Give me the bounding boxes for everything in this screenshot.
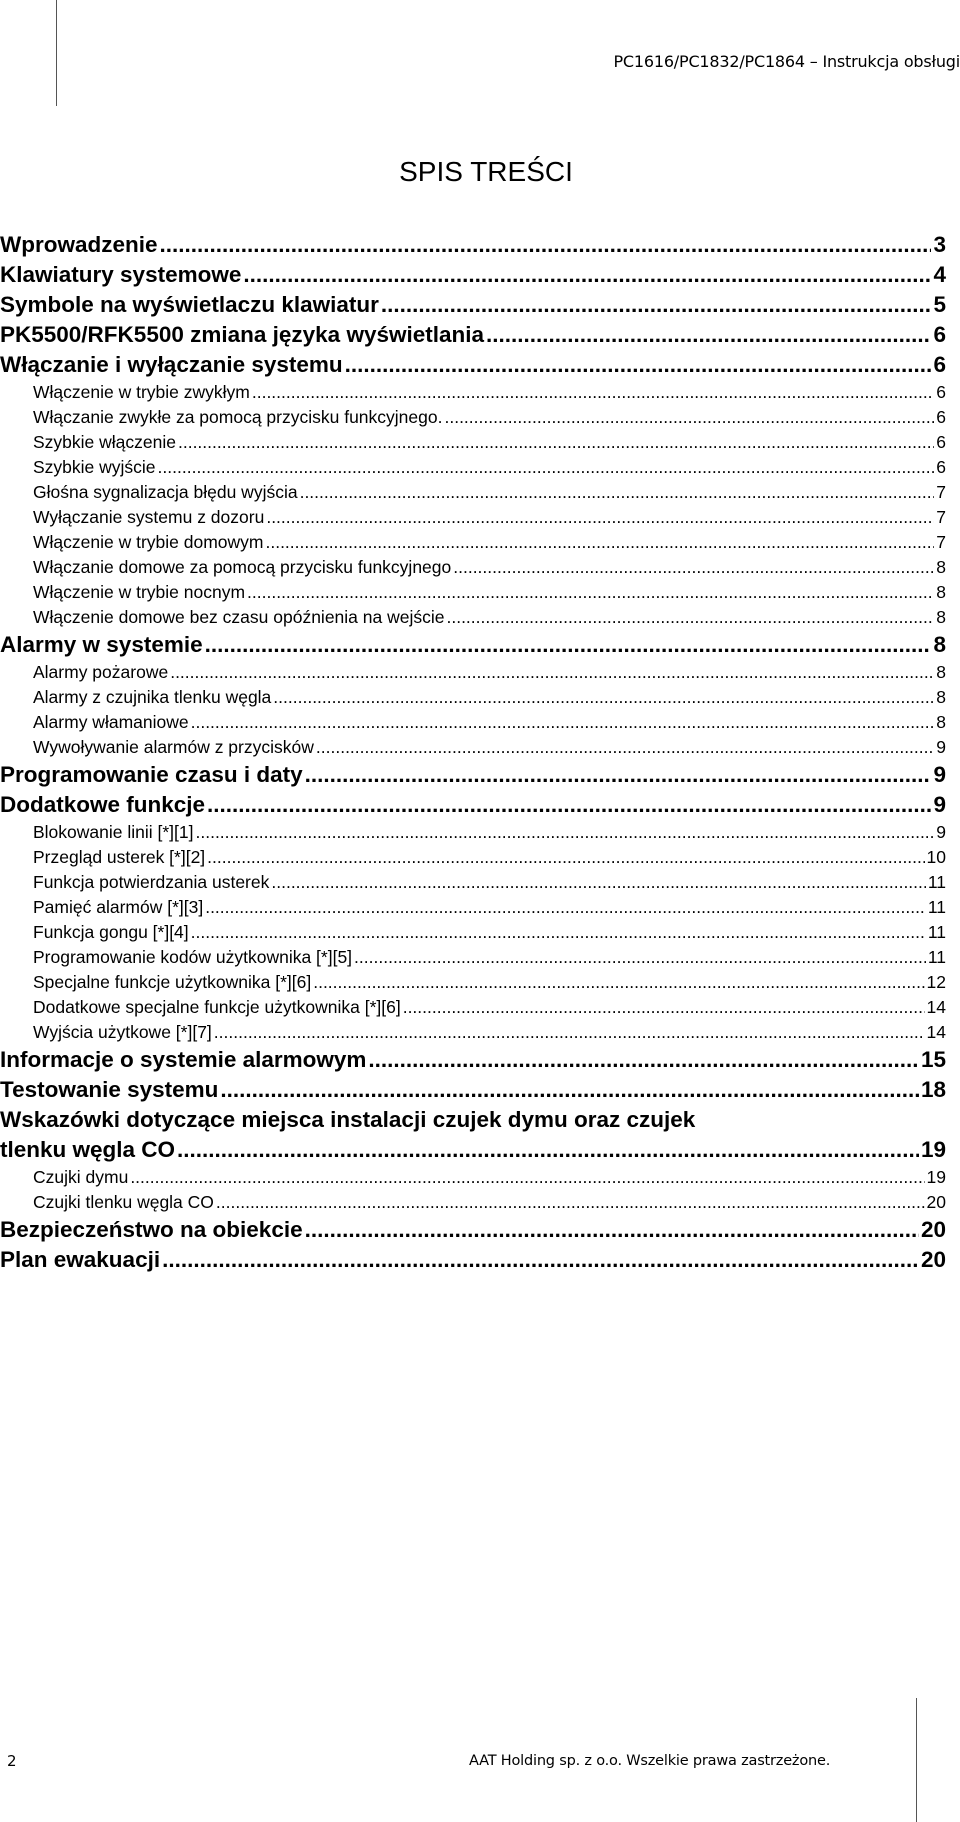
toc-entry-label: Specjalne funkcje użytkownika [*][6] [33,972,312,992]
toc-entry-label: Funkcja gongu [*][4] [33,922,189,942]
toc-entry-label: PK5500/RFK5500 zmiana języka wyświetlania [0,322,485,347]
toc-entry-page: 7 [936,507,946,527]
toc-section-entry[interactable] [0,1165,946,1190]
toc-entry-page: 6 [933,322,946,347]
toc-section-entry[interactable] [0,685,946,710]
toc-leader-dots [160,230,932,260]
toc-leader-dots [158,455,935,480]
toc-entry-label: Głośna sygnalizacja błędu wyjścia [33,482,298,502]
toc-entry-page: 8 [936,607,946,627]
toc-entry-label: Przegląd usterek [*][2] [33,847,206,867]
toc-section-entry[interactable] [0,1020,946,1045]
toc-entry-page: 6 [936,382,946,402]
toc-leader-dots [305,1215,919,1245]
toc-entry-label: Wskazówki dotyczące miejsca instalacji czujek dymu oraz czujek [0,1107,696,1132]
toc-section-entry[interactable] [0,530,946,555]
toc-entry-page: 3 [933,232,946,257]
toc-entry-page: 6 [936,407,946,427]
toc-entry-page: 8 [936,712,946,732]
toc-entry-page: 18 [920,1077,946,1102]
toc-section-entry[interactable] [0,430,946,455]
toc-entry-page: 7 [936,482,946,502]
toc-entry-page: 14 [926,997,946,1017]
toc-entry-label: Wprowadzenie [0,232,158,257]
toc-leader-dots [205,895,926,920]
toc-leader-dots [162,1245,919,1275]
toc-leader-dots [453,555,934,580]
toc-entry-label: Alarmy z czujnika tlenku węgla [33,687,272,707]
toc-entry-label: Blokowanie linii [*][1] [33,822,194,842]
toc-entry-label: Dodatkowe funkcje [0,792,206,817]
toc-leader-dots [444,405,934,430]
toc-entry-label: Wywoływanie alarmów z przycisków [33,737,314,757]
toc-entry-page: 8 [936,557,946,577]
toc-chapter-entry[interactable] [0,1245,946,1275]
toc-leader-dots [354,945,926,970]
table-of-contents [0,230,946,1275]
toc-section-entry[interactable] [0,735,946,760]
toc-entry-label: Programowanie czasu i daty [0,762,303,787]
footer-page-number: 2 [7,1752,17,1770]
toc-entry-label: Włączenie domowe bez czasu opóźnienia na wejście [33,607,445,627]
toc-entry-label: Symbole na wyświetlaczu klawiatur [0,292,379,317]
toc-entry-page: 6 [936,432,946,452]
toc-section-entry[interactable] [0,405,946,430]
toc-entry-page: 8 [936,662,946,682]
toc-chapter-entry[interactable] [0,1135,946,1165]
toc-leader-dots [381,290,932,320]
toc-leader-dots [216,1190,925,1215]
toc-entry-label: Klawiatury systemowe [0,262,242,287]
toc-entry-page: 20 [920,1247,946,1272]
toc-entry-page: 20 [920,1217,946,1242]
toc-chapter-entry[interactable] [0,350,946,380]
toc-section-entry[interactable] [0,480,946,505]
toc-title: SPIS TREŚCI [399,156,573,187]
toc-section-entry[interactable] [0,710,946,735]
toc-entry-label: Bezpieczeństwo na obiekcie [0,1217,303,1242]
toc-leader-dots [170,660,934,685]
toc-entry-label: Alarmy pożarowe [33,662,169,682]
toc-leader-dots [214,1020,925,1045]
toc-entry-label: Szybkie wyjście [33,457,156,477]
toc-entry-label: Czujki dymu [33,1167,129,1187]
toc-entry-label: Wyjścia użytkowe [*][7] [33,1022,212,1042]
toc-leader-dots [177,1135,919,1165]
toc-entry-label: Testowanie systemu [0,1077,219,1102]
toc-section-entry[interactable] [0,380,946,405]
toc-chapter-entry[interactable] [0,760,946,790]
toc-leader-dots [368,1045,919,1075]
toc-chapter-entry[interactable] [0,230,946,260]
toc-entry-page: 6 [933,352,946,377]
footer-copyright: AAT Holding sp. z o.o. Wszelkie prawa zastrzeżone. [469,1753,831,1769]
toc-entry-label: Informacje o systemie alarmowym [0,1047,367,1072]
toc-entry-page: 9 [933,792,946,817]
toc-leader-dots [305,760,932,790]
toc-section-entry[interactable] [0,945,946,970]
toc-entry-label: Włączenie w trybie domowym [33,532,264,552]
toc-chapter-entry[interactable] [0,290,946,320]
toc-entry-page: 19 [920,1137,946,1162]
toc-chapter-entry[interactable] [0,790,946,820]
toc-entry-label: Alarmy włamaniowe [33,712,189,732]
toc-leader-dots [345,350,932,380]
toc-leader-dots [446,605,934,630]
toc-chapter-entry[interactable] [0,1045,946,1075]
toc-entry-label: Czujki tlenku węgla CO [33,1192,214,1212]
toc-section-entry[interactable] [0,455,946,480]
toc-entry-page: 6 [936,457,946,477]
toc-section-entry[interactable] [0,970,946,995]
toc-entry-page: 5 [933,292,946,317]
toc-section-entry[interactable] [0,660,946,685]
toc-leader-dots [207,845,924,870]
toc-entry-page: 11 [927,872,946,892]
running-header: PC1616/PC1832/PC1864 – Instrukcja obsługi [613,52,960,71]
toc-leader-dots [207,790,931,820]
toc-entry-page: 8 [936,582,946,602]
toc-entry-page: 15 [920,1047,946,1072]
toc-leader-dots [273,685,934,710]
toc-section-entry[interactable] [0,995,946,1020]
toc-entry-label: Włączenie w trybie nocnym [33,582,246,602]
toc-section-entry[interactable] [0,605,946,630]
toc-leader-dots [300,480,935,505]
toc-entry-page: 9 [936,822,946,842]
toc-entry-page: 11 [927,947,946,967]
toc-leader-dots [247,580,934,605]
toc-entry-page: 9 [933,762,946,787]
toc-leader-dots [130,1165,924,1190]
toc-entry-page: 10 [926,847,946,867]
toc-section-entry[interactable] [0,580,946,605]
toc-entry-page: 7 [936,532,946,552]
toc-leader-dots [243,260,931,290]
toc-leader-dots [191,710,935,735]
toc-entry-label: Alarmy w systemie [0,632,203,657]
toc-entry-page: 12 [926,972,946,992]
toc-leader-dots [196,820,935,845]
toc-chapter-entry[interactable] [0,630,946,660]
toc-section-entry[interactable] [0,895,946,920]
toc-entry-label: Włączenie w trybie zwykłym [33,382,250,402]
toc-entry-label: Włączanie domowe za pomocą przycisku funkcyjnego [33,557,452,577]
toc-leader-dots [486,320,931,350]
toc-entry-line[interactable] [0,1105,946,1135]
toc-entry-label: Szybkie włączenie [33,432,176,452]
toc-entry-page: 19 [926,1167,946,1187]
toc-entry-label: Funkcja potwierdzania usterek [33,872,270,892]
toc-entry-page: 8 [936,687,946,707]
toc-chapter-entry[interactable] [0,1075,946,1105]
toc-leader-dots [178,430,934,455]
toc-entry-page: 4 [933,262,946,287]
toc-section-entry[interactable] [0,820,946,845]
toc-entry-label: Włączanie zwykłe za pomocą przycisku funkcyjnego. [33,407,443,427]
toc-leader-dots [252,380,934,405]
toc-leader-dots [271,870,925,895]
toc-entry-label: Plan ewakuacji [0,1247,161,1272]
toc-leader-dots [403,995,925,1020]
toc-section-entry[interactable] [0,920,946,945]
toc-leader-dots [220,1075,919,1105]
toc-leader-dots [205,630,932,660]
toc-entry-page: 8 [933,632,946,657]
toc-leader-dots [266,505,934,530]
toc-entry-label: Włączanie i wyłączanie systemu [0,352,343,377]
toc-entry-label: Programowanie kodów użytkownika [*][5] [33,947,353,967]
toc-section-entry[interactable] [0,1190,946,1215]
toc-leader-dots [191,920,926,945]
toc-leader-dots [265,530,934,555]
toc-entry-page: 11 [927,922,946,942]
toc-section-entry[interactable] [0,845,946,870]
toc-chapter-entry[interactable] [0,260,946,290]
toc-entry-page: 9 [936,737,946,757]
toc-entry-page: 20 [926,1192,946,1212]
toc-entry-label: Pamięć alarmów [*][3] [33,897,204,917]
toc-section-entry[interactable] [0,870,946,895]
toc-entry-label: Wyłączanie systemu z dozoru [33,507,265,527]
toc-section-entry[interactable] [0,505,946,530]
toc-leader-dots [316,735,934,760]
toc-entry-label: Dodatkowe specjalne funkcje użytkownika [*][6] [33,997,401,1017]
margin-line-bottom [916,1698,917,1822]
toc-chapter-entry[interactable] [0,320,946,350]
toc-chapter-entry[interactable] [0,1215,946,1245]
toc-leader-dots [313,970,924,995]
toc-entry-label: tlenku węgla CO [0,1137,176,1162]
toc-entry-page: 14 [926,1022,946,1042]
toc-entry-page: 11 [927,897,946,917]
toc-section-entry[interactable] [0,555,946,580]
